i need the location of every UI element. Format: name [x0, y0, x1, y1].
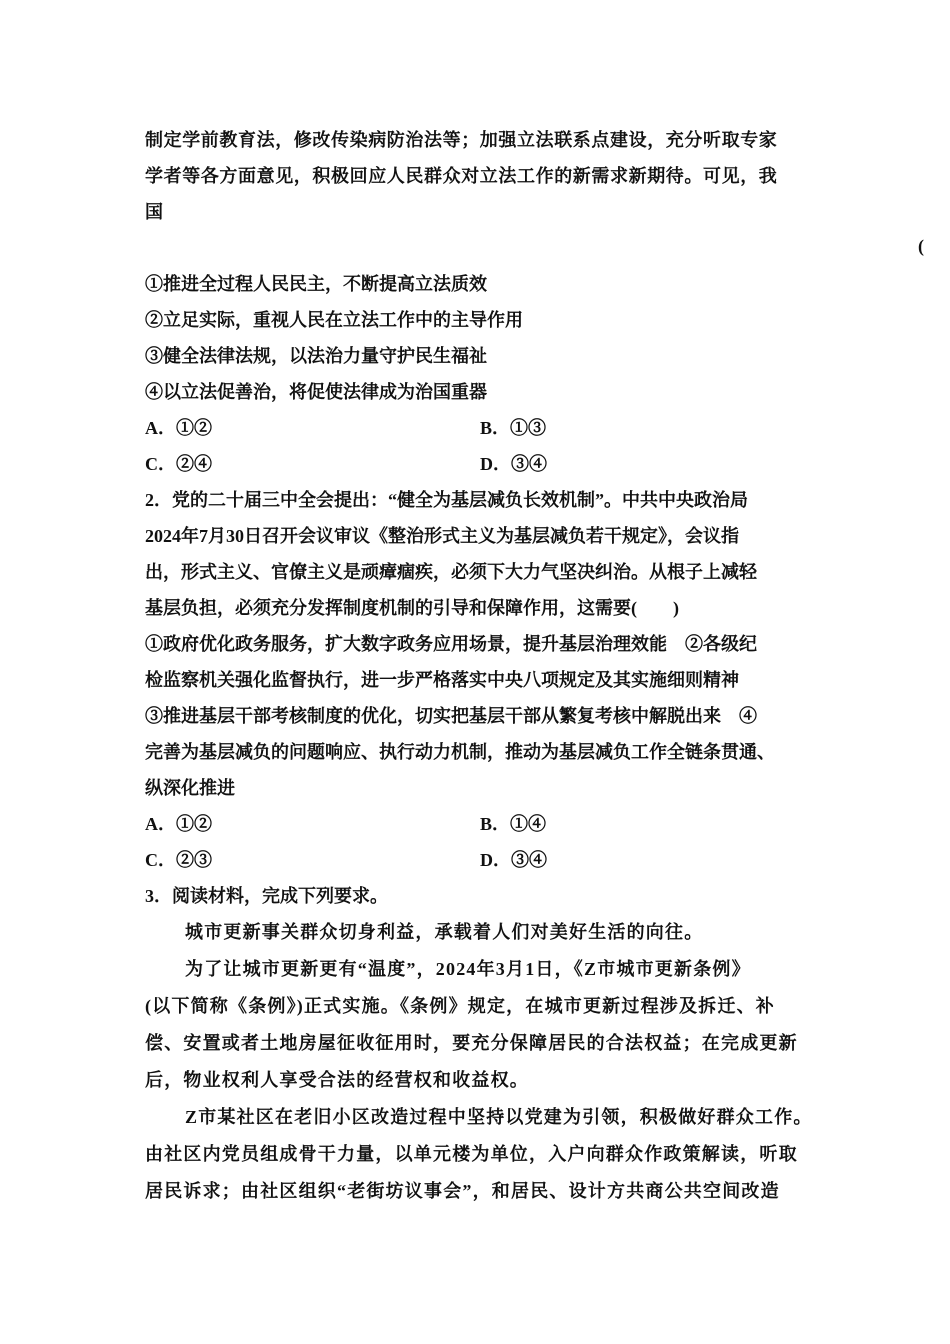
material-line: 居民诉求；由社区组织“老街坊议事会”，和居民、设计方共商公共空间改造 [145, 1181, 780, 1201]
question-2-stem-line: 出，形式主义、官僚主义是顽瘴痼疾，必须下大力气坚决纠治。从根子上减轻 [145, 562, 757, 582]
question-1-statement: ②立足实际，重视人民在立法工作中的主导作用 [145, 310, 523, 330]
question-1 [145, 122, 815, 482]
option-b[interactable]: B．①④ [480, 814, 547, 834]
material-line: 为了让城市更新更有“温度”，2024年3月1日，《Z市城市更新条例》 [185, 959, 751, 979]
question-1-statement: ①推进全过程人民民主，不断提高立法质效 [145, 274, 487, 294]
question-2-options-row [145, 842, 815, 878]
question-2-statement-line: ③推进基层干部考核制度的优化，切实把基层干部从繁复考核中解脱出来 ④ [145, 706, 757, 726]
question-2-statement-line: 完善为基层减负的问题响应、执行动力机制，推动为基层减负工作全链条贯通、 [145, 742, 775, 762]
question-2-options-row [145, 806, 815, 842]
material-line: 由社区内党员组成骨干力量，以单元楼为单位，入户向群众作政策解读，听取 [145, 1144, 798, 1164]
option-b[interactable]: B．①③ [480, 418, 547, 438]
question-2-stem-line: 2．党的二十届三中全会提出：“健全为基层减负长效机制”。中共中央政治局 [145, 490, 748, 510]
question-2-stem-line: 2024年7月30日召开会议审议《整治形式主义为基层减负若干规定》，会议指 [145, 526, 739, 546]
question-2 [145, 482, 815, 878]
option-a[interactable]: A．①② [145, 418, 212, 438]
option-c[interactable]: C．②③ [145, 850, 212, 870]
question-1-statement: ④以立法促善治，将促使法律成为治国重器 [145, 382, 487, 402]
question-2-stem-line: 基层负担，必须充分发挥制度机制的引导和保障作用，这需要( ) [145, 598, 679, 618]
option-a[interactable]: A．①② [145, 814, 212, 834]
material-line: (以下简称《条例》)正式实施。《条例》规定，在城市更新过程涉及拆迁、补 [145, 996, 775, 1016]
material-line: 城市更新事关群众切身利益，承载着人们对美好生活的向往。 [185, 922, 704, 942]
question-2-statement-line: ①政府优化政务服务，扩大数字政务应用场景，提升基层治理效能 ②各级纪 [145, 634, 757, 654]
option-d[interactable]: D．③④ [480, 850, 547, 870]
question-3 [145, 878, 815, 1210]
material-line: 后，物业权利人享受合法的经营权和收益权。 [145, 1070, 529, 1090]
material-line: 偿、安置或者土地房屋征收征用时，要充分保障居民的合法权益；在完成更新 [145, 1033, 798, 1053]
question-3-stem: 3．阅读材料，完成下列要求。 [145, 886, 388, 906]
question-1-stem-line: 学者等各方面意见，积极回应人民群众对立法工作的新需求新期待。可见，我 [145, 166, 778, 186]
option-d[interactable]: D．③④ [480, 454, 547, 474]
option-c[interactable]: C．②④ [145, 454, 212, 474]
question-1-stem-line: 国 [145, 202, 163, 222]
document-page [145, 122, 815, 1210]
question-2-statement-line: 纵深化推进 [145, 778, 235, 798]
question-1-stem-line: 制定学前教育法，修改传染病防治法等；加强立法联系点建设，充分听取专家 [145, 130, 778, 150]
question-1-options-row [145, 410, 815, 446]
question-1-statement: ③健全法律法规，以法治力量守护民生福祉 [145, 346, 487, 366]
answer-bracket: ( [918, 236, 924, 256]
material-line: Z市某社区在老旧小区改造过程中坚持以党建为引领，积极做好群众工作。 [185, 1107, 813, 1127]
question-2-statement-line: 检监察机关强化监督执行，进一步严格落实中央八项规定及其实施细则精神 [145, 670, 739, 690]
question-1-options-row [145, 446, 815, 482]
blank-line [145, 230, 815, 266]
